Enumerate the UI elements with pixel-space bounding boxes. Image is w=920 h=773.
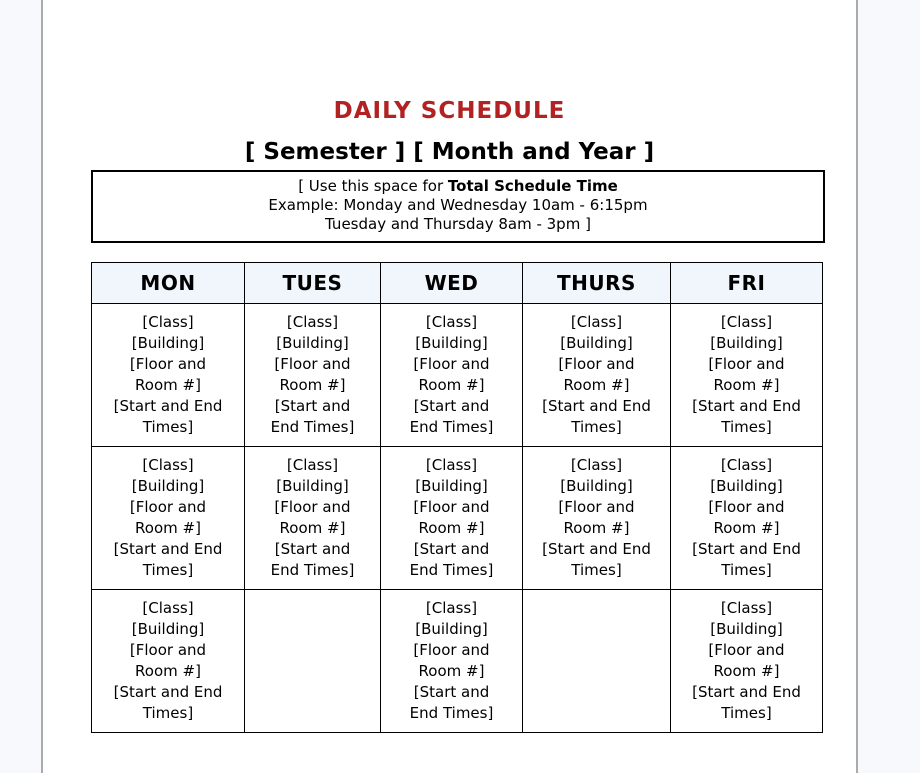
cell-line: End Times]	[409, 704, 494, 722]
cell-line: Times]	[142, 704, 194, 722]
day-header-mon: MON	[92, 263, 245, 304]
cell-line: [Floor and	[708, 498, 785, 516]
schedule-cell	[92, 447, 245, 590]
page-subtitle: [ Semester ] [ Month and Year ]	[244, 139, 655, 165]
table-row	[92, 590, 823, 733]
cell-line: [Building]	[415, 477, 488, 495]
day-header-thurs: THURS	[523, 263, 671, 304]
cell-line: [Class]	[720, 599, 773, 617]
schedule-cell	[671, 590, 823, 733]
cell-line: [Floor and	[558, 498, 635, 516]
note-line-1-bold: Total Schedule Time	[447, 177, 618, 195]
cell-line: Times]	[142, 561, 194, 579]
cell-line: Room #]	[135, 376, 201, 394]
cell-line: Room #]	[563, 519, 630, 537]
cell-line: [Floor and	[558, 355, 635, 373]
cell-line: Room #]	[418, 519, 485, 537]
schedule-cell	[523, 447, 671, 590]
cell-line: Room #]	[418, 376, 485, 394]
schedule-cell-empty	[245, 590, 381, 733]
cell-line: [Start and	[274, 540, 351, 558]
schedule-table	[91, 262, 823, 733]
document-page	[41, 0, 858, 773]
cell-line: [Start and	[413, 540, 490, 558]
cell-line: [Class]	[570, 313, 623, 331]
cell-line: End Times]	[409, 418, 494, 436]
cell-line: Times]	[721, 704, 772, 722]
note-line-1	[103, 177, 813, 196]
schedule-cell-empty	[523, 590, 671, 733]
total-schedule-time-box	[91, 170, 825, 243]
schedule-cell	[381, 304, 523, 447]
cell-line: Room #]	[279, 376, 346, 394]
cell-line: Room #]	[418, 662, 485, 680]
cell-line: [Class]	[425, 599, 478, 617]
cell-line: [Class]	[720, 313, 773, 331]
cell-line: [Building]	[560, 477, 633, 495]
cell-line: [Floor and	[708, 355, 785, 373]
schedule-header-row	[92, 263, 823, 304]
cell-line: [Start and End	[692, 397, 801, 415]
cell-line: [Class]	[142, 313, 194, 331]
cell-line: Room #]	[713, 519, 780, 537]
schedule-cell	[92, 590, 245, 733]
cell-line: [Start and	[274, 397, 351, 415]
cell-line: [Floor and	[413, 498, 490, 516]
cell-line: [Building]	[560, 334, 633, 352]
schedule-cell	[245, 304, 381, 447]
cell-line: [Class]	[425, 313, 478, 331]
page-title: DAILY SCHEDULE	[333, 98, 566, 124]
cell-line: Times]	[571, 561, 622, 579]
cell-line: [Start and End	[542, 540, 651, 558]
cell-line: [Building]	[415, 620, 488, 638]
cell-line: [Start and End	[113, 540, 223, 558]
cell-line: [Start and End	[542, 397, 651, 415]
cell-line: [Floor and	[274, 355, 351, 373]
schedule-body	[92, 304, 823, 733]
cell-line: [Building]	[276, 477, 349, 495]
cell-line: [Floor and	[129, 355, 207, 373]
cell-line: [Class]	[142, 599, 194, 617]
cell-line: [Class]	[570, 456, 623, 474]
cell-line: End Times]	[270, 561, 355, 579]
cell-line: [Building]	[131, 477, 205, 495]
cell-line: [Class]	[286, 313, 339, 331]
cell-line: [Floor and	[413, 355, 490, 373]
note-line-2: Example: Monday and Wednesday 10am - 6:15pm	[268, 196, 648, 214]
note-line-1-prefix: [ Use this space for	[298, 177, 448, 195]
cell-line: Room #]	[279, 519, 346, 537]
cell-line: [Start and End	[692, 540, 801, 558]
cell-line: [Start and End	[113, 683, 223, 701]
cell-line: Room #]	[135, 519, 201, 537]
schedule-cell	[92, 304, 245, 447]
cell-line: [Floor and	[274, 498, 351, 516]
cell-line: Room #]	[563, 376, 630, 394]
cell-line: [Building]	[415, 334, 488, 352]
cell-line: [Class]	[286, 456, 339, 474]
table-row	[92, 304, 823, 447]
day-header-fri: FRI	[671, 263, 823, 304]
schedule-cell	[381, 447, 523, 590]
cell-line: [Building]	[131, 334, 205, 352]
cell-line: [Class]	[720, 456, 773, 474]
cell-line: [Floor and	[129, 641, 207, 659]
cell-line: [Building]	[710, 620, 783, 638]
schedule-cell	[523, 304, 671, 447]
cell-line: [Start and	[413, 397, 490, 415]
cell-line: [Floor and	[413, 641, 490, 659]
cell-line: [Floor and	[708, 641, 785, 659]
cell-line: [Building]	[710, 334, 783, 352]
table-row	[92, 447, 823, 590]
cell-line: End Times]	[409, 561, 494, 579]
cell-line: End Times]	[270, 418, 355, 436]
cell-line: [Start and End	[113, 397, 223, 415]
day-header-tues: TUES	[245, 263, 381, 304]
note-line-3: Tuesday and Thursday 8am - 3pm ]	[325, 215, 591, 233]
cell-line: [Building]	[276, 334, 349, 352]
cell-line: [Building]	[710, 477, 783, 495]
schedule-cell	[381, 590, 523, 733]
cell-line: [Class]	[425, 456, 478, 474]
day-header-wed: WED	[381, 263, 523, 304]
schedule-cell	[671, 447, 823, 590]
cell-line: [Building]	[131, 620, 205, 638]
cell-line: [Start and	[413, 683, 490, 701]
cell-line: [Class]	[142, 456, 194, 474]
cell-line: [Start and End	[692, 683, 801, 701]
cell-line: Times]	[571, 418, 622, 436]
cell-line: Room #]	[135, 662, 201, 680]
cell-line: Times]	[721, 418, 772, 436]
cell-line: Room #]	[713, 662, 780, 680]
cell-line: [Floor and	[129, 498, 207, 516]
cell-line: Room #]	[713, 376, 780, 394]
schedule-cell	[671, 304, 823, 447]
cell-line: Times]	[721, 561, 772, 579]
cell-line: Times]	[142, 418, 194, 436]
schedule-cell	[245, 447, 381, 590]
